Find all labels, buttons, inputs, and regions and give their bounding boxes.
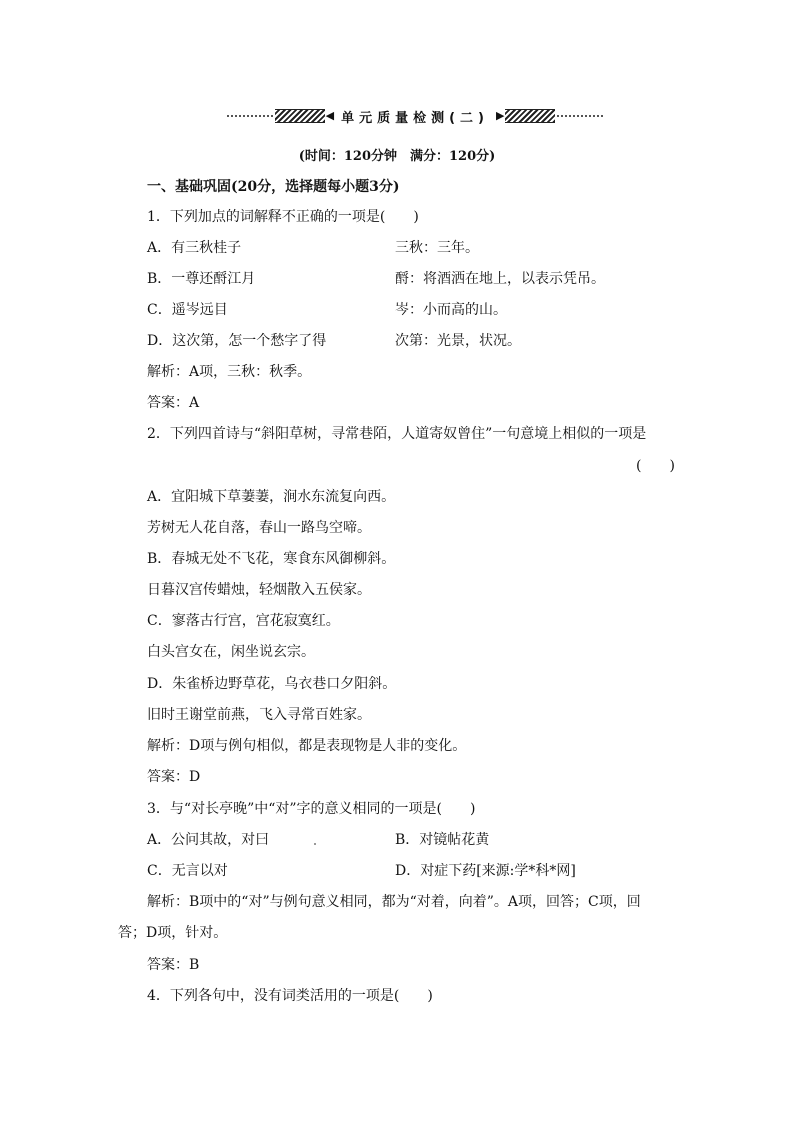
- q2-option-d-line2: 旧时王谢堂前燕，飞入寻常百姓家。: [147, 707, 371, 723]
- q2-answer-blank: ( ): [636, 458, 675, 474]
- q3-analysis-line2: 答；D项，针对。: [118, 925, 228, 941]
- q2-option-c-line1: C．寥落古行宫，宫花寂寞红。: [147, 613, 340, 629]
- q3-option-c: C．无言以对: [147, 863, 228, 879]
- q1-option-b-gloss: 酹：将酒洒在地上，以表示凭吊。: [395, 271, 605, 287]
- q1-answer: 答案：A: [147, 395, 200, 411]
- q2-analysis: 解析：D项与例句相似，都是表现物是人非的变化。: [147, 738, 467, 754]
- q3-option-a: A．公问其故，对曰: [147, 832, 270, 848]
- banner-stripes-left: [275, 109, 325, 123]
- q2-option-b-line2: 日暮汉宫传蜡烛，轻烟散入五侯家。: [147, 582, 371, 598]
- q1-stem: 1．下列加点的词解释不正确的一项是( ): [147, 209, 419, 225]
- q2-option-a-line1: A．宜阳城下草萋萋，涧水东流复向西。: [147, 489, 396, 505]
- q1-option-b: B．一尊还酹江月: [147, 271, 256, 287]
- q3-option-b: B．对镜帖花黄: [395, 832, 490, 848]
- banner-arrow-right-icon: ▶: [495, 109, 505, 122]
- banner-arrow-left-icon: ◀: [325, 109, 335, 122]
- q1-option-d: D．这次第，怎一个愁字了得: [147, 333, 327, 349]
- q2-answer: 答案：D: [147, 769, 201, 785]
- q1-analysis: 解析：A项，三秋：秋季。: [147, 364, 312, 380]
- q2-option-a-line2: 芳树无人花自落，春山一路鸟空啼。: [147, 520, 371, 536]
- q2-stem: 2．下列四首诗与“斜阳草树，寻常巷陌，人道寄奴曾住”一句意境上相似的一项是: [147, 426, 647, 442]
- banner-dotted-line-right: [557, 115, 603, 117]
- q1-option-c: C．遥岑远目: [147, 302, 228, 318]
- q1-option-a: A．有三秋桂子: [147, 240, 242, 256]
- q1-option-a-gloss: 三秋：三年。: [395, 240, 479, 256]
- section-banner: [225, 105, 605, 127]
- exam-meta: (时间：120分钟 满分：120分): [298, 149, 496, 164]
- q2-option-b-line1: B．春城无处不飞花，寒食东风御柳斜。: [147, 551, 396, 567]
- q3-stem: 3．与“对长亭晚”中“对”字的意义相同的一项是( ): [147, 801, 476, 817]
- q2-option-c-line2: 白头宫女在，闲坐说玄宗。: [147, 644, 315, 660]
- q1-option-c-gloss: 岑：小而高的山。: [395, 302, 507, 318]
- q3-option-d: D．对症下药[来源:学*科*网]: [395, 863, 576, 879]
- stray-dot: [314, 843, 316, 845]
- q3-answer: 答案：B: [147, 957, 200, 973]
- q4-stem: 4．下列各句中，没有词类活用的一项是( ): [147, 988, 433, 1004]
- q2-option-d-line1: D．朱雀桥边野草花，乌衣巷口夕阳斜。: [147, 676, 397, 692]
- q3-analysis-line1: 解析：B项中的“对”与例句意义相同，都为“对着，向着”。A项，回答；C项，回: [147, 894, 641, 910]
- section-heading: 一、基础巩固(20分，选择题每小题3分): [147, 179, 400, 195]
- page-title: 单元质量检测(二): [341, 110, 489, 126]
- q1-option-d-gloss: 次第：光景，状况。: [395, 333, 521, 349]
- banner-stripes-right: [505, 109, 555, 123]
- banner-dotted-line-left: [227, 115, 273, 117]
